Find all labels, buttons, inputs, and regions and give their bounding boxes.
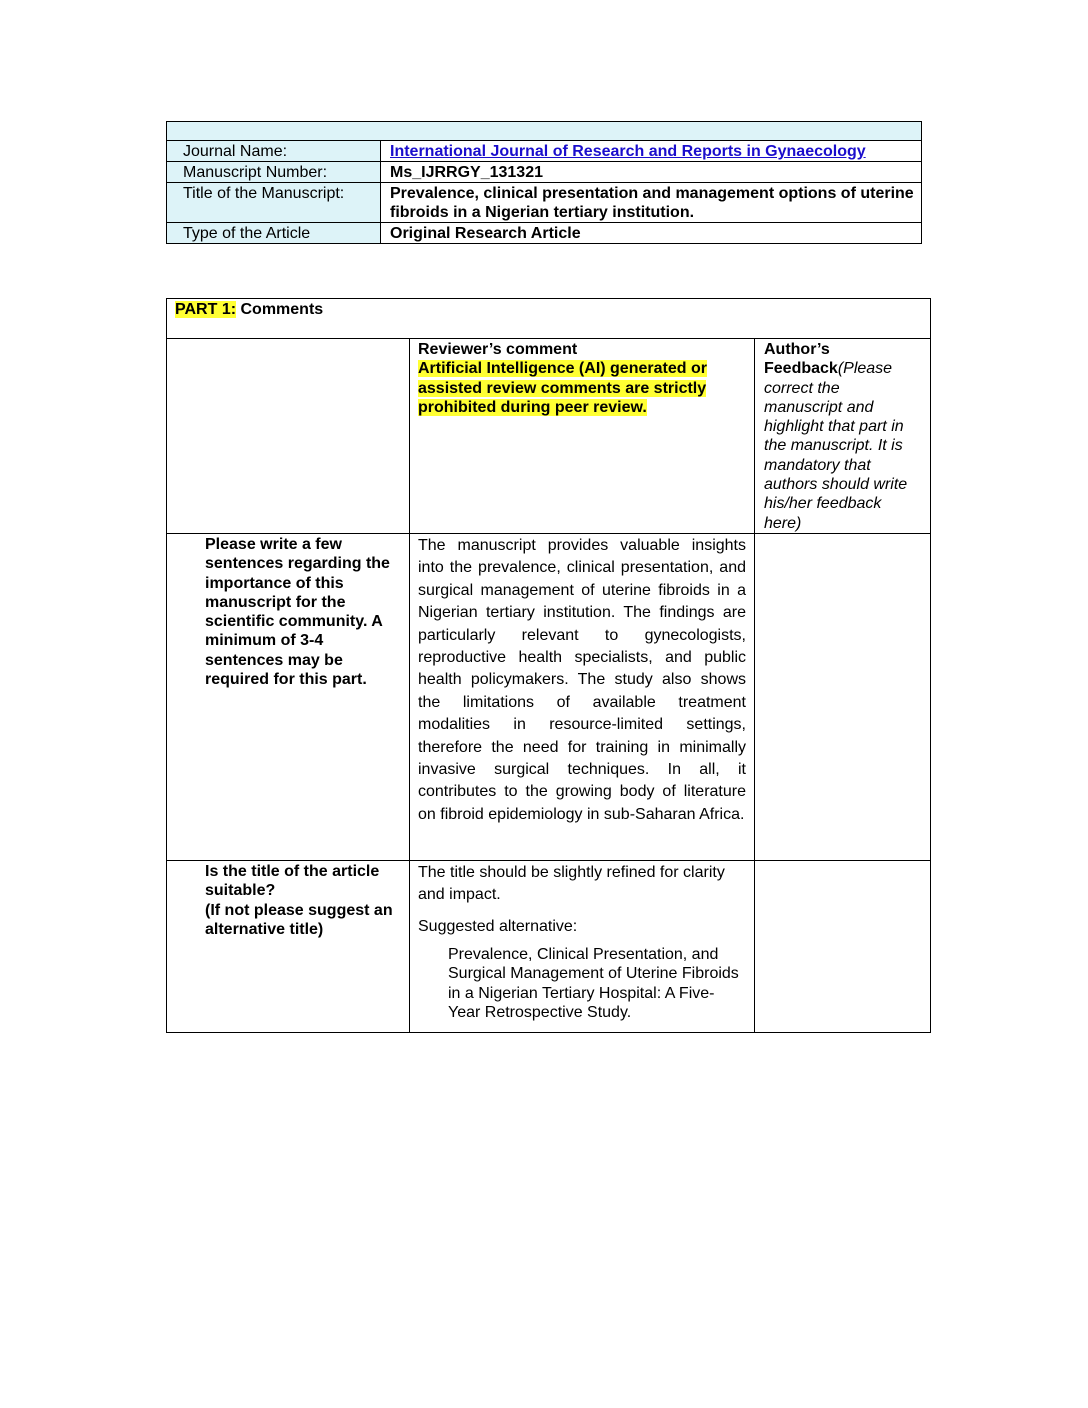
comment-title-cell — [410, 860, 755, 1032]
manuscript-label: Manuscript Number: — [167, 162, 381, 183]
feedback-importance[interactable] — [755, 533, 931, 860]
type-value: Original Research Article — [381, 223, 922, 244]
comment-importance-cell — [410, 533, 755, 860]
reviewer-heading: Reviewer’s comment — [418, 341, 578, 358]
comment-importance: The manuscript provides valuable insights into the prevalence, clinical presentation, and surgical management of uterine fibroids in a Nigerian tertiary institution. The findings are particularly relevant to gynecologists, reproductive health specialists, and public health policymakers. The study also shows the limitations of available treatment modalities in resource-limited settings, therefore the need for training in minimally invasive surgical techniques. In all, it contributes to the growing body of literature on fibroid epidemiology in sub-Saharan Africa. — [418, 536, 746, 823]
comment-title-suggest: Suggested alternative: — [418, 917, 578, 935]
part1-header-row — [167, 299, 931, 339]
comment-title-alternative: Prevalence, Clinical Presentation, and Surgical Management of Uterine Fibroids in a Nigerian Tertiary Hospital: A Five-Year Retrospective Study. — [448, 945, 739, 1022]
meta-header-cell — [167, 122, 922, 141]
type-row — [167, 223, 922, 244]
part1-header-cell — [167, 299, 931, 339]
table-row — [167, 860, 931, 1032]
author-heading: Author’s Feedback — [764, 341, 838, 378]
ai-notice: Artificial Intelligence (AI) generated or assisted review comments are strictly prohibited during peer review. — [418, 360, 707, 416]
title-row — [167, 183, 922, 223]
journal-row — [167, 141, 922, 162]
meta-header-row — [167, 122, 922, 141]
manuscript-row — [167, 162, 922, 183]
comment-title-intro: The title should be slightly refined for clarity and impact. — [418, 863, 725, 903]
part1-comments-table — [166, 298, 931, 1033]
title-value: Prevalence, clinical presentation and management options of uterine fibroids in a Nigerian tertiary institution. — [381, 183, 922, 223]
reviewer-heading-cell — [410, 339, 755, 534]
empty-heading-cell — [167, 339, 410, 534]
author-heading-cell — [755, 339, 931, 534]
author-note: (Please correct the manuscript and highlight that part in the manuscript. It is mandatory that authors should write his/her feedback here) — [764, 360, 908, 532]
title-label: Title of the Manuscript: — [167, 183, 381, 223]
journal-label: Journal Name: — [167, 141, 381, 162]
question-title: Is the title of the article suitable? (If not please suggest an alternative title) — [167, 860, 410, 1032]
type-label: Type of the Article — [167, 223, 381, 244]
manuscript-info-table — [166, 121, 922, 244]
part-label: PART 1: — [175, 301, 237, 318]
part-title: Comments — [236, 301, 324, 318]
column-heading-row — [167, 339, 931, 534]
journal-value-cell — [381, 141, 922, 162]
manuscript-value: Ms_IJRRGY_131321 — [381, 162, 922, 183]
feedback-title[interactable] — [755, 860, 931, 1032]
journal-link[interactable]: International Journal of Research and Reports in Gynaecology — [390, 143, 866, 160]
table-row — [167, 533, 931, 860]
question-importance: Please write a few sentences regarding the importance of this manuscript for the scientific community. A minimum of 3-4 sentences may be required for this part. — [167, 533, 410, 860]
